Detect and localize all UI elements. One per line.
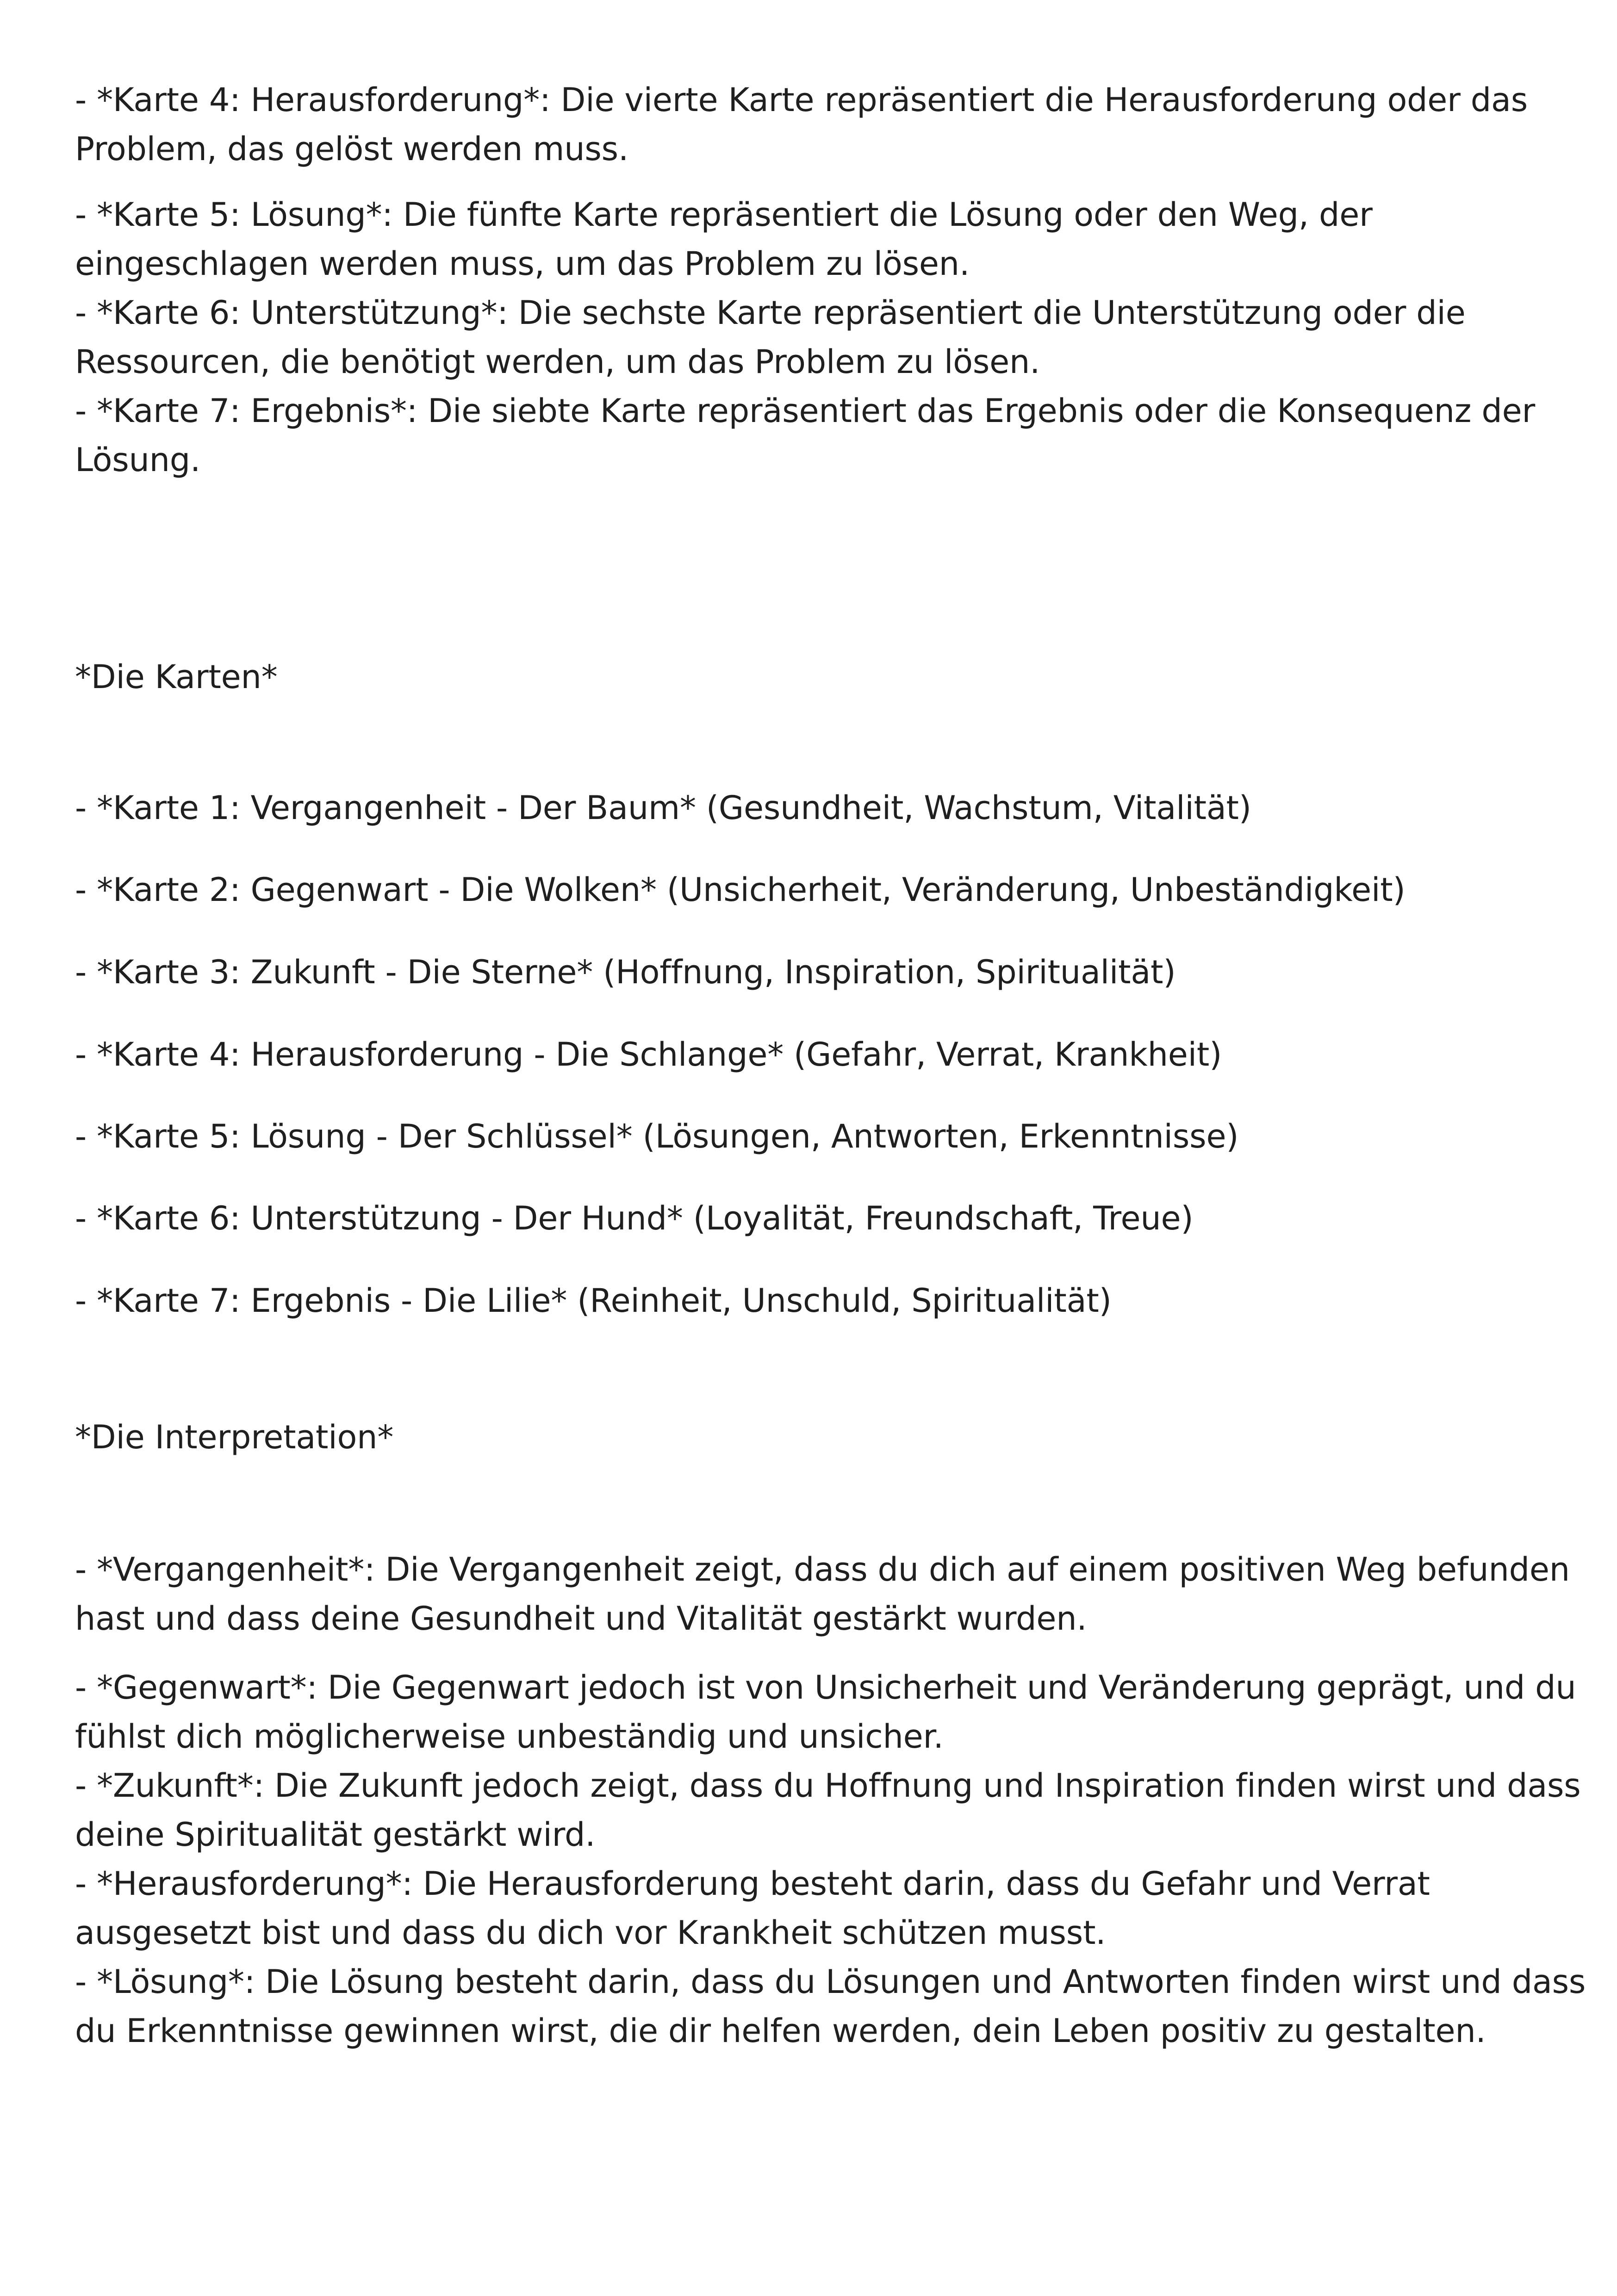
text-line: - *Zukunft*: Die Zukunft jedoch zeigt, dass du Hoffnung und Inspiration finden wirst und dass (75, 1767, 1581, 1805)
text-line: - *Gegenwart*: Die Gegenwart jedoch ist von Unsicherheit und Veränderung geprägt, und du (75, 1669, 1576, 1706)
text-line: - *Herausforderung*: Die Herausforderung besteht darin, dass du Gefahr und Verrat (75, 1865, 1430, 1903)
text-line: - *Karte 7: Ergebnis*: Die siebte Karte repräsentiert das Ergebnis oder die Konsequenz der (75, 392, 1536, 430)
text-line: Problem, das gelöst werden muss. (75, 130, 629, 168)
text-line: - *Vergangenheit*: Die Vergangenheit zeigt, dass du dich auf einem positiven Weg befunden (75, 1551, 1570, 1589)
text-line: fühlst dich möglicherweise unbeständig und unsicher. (75, 1718, 944, 1756)
list-item: - *Karte 5: Lösung - Der Schlüssel* (Lösungen, Antworten, Erkenntnisse) (75, 1117, 1239, 1155)
text-line: hast und dass deine Gesundheit und Vitalität gestärkt wurden. (75, 1600, 1087, 1638)
text-line: Lösung. (75, 441, 201, 479)
text-line: eingeschlagen werden muss, um das Problem zu lösen. (75, 245, 970, 283)
list-item: - *Karte 1: Vergangenheit - Der Baum* (Gesundheit, Wachstum, Vitalität) (75, 789, 1251, 827)
list-item: - *Karte 7: Ergebnis - Die Lilie* (Reinheit, Unschuld, Spiritualität) (75, 1282, 1112, 1320)
text-line: du Erkenntnisse gewinnen wirst, die dir helfen werden, dein Leben positiv zu gestalten. (75, 2012, 1486, 2050)
list-item: - *Karte 2: Gegenwart - Die Wolken* (Unsicherheit, Veränderung, Unbeständigkeit) (75, 871, 1406, 909)
list-item: - *Karte 6: Unterstützung - Der Hund* (Loyalität, Freundschaft, Treue) (75, 1199, 1194, 1237)
text-line: deine Spiritualität gestärkt wird. (75, 1816, 596, 1854)
section-heading-karten: *Die Karten* (75, 658, 278, 696)
text-line: Ressourcen, die benötigt werden, um das Problem zu lösen. (75, 343, 1040, 381)
text-line: - *Karte 4: Herausforderung*: Die vierte Karte repräsentiert die Herausforderung oder das (75, 81, 1528, 119)
list-item: - *Karte 3: Zukunft - Die Sterne* (Hoffnung, Inspiration, Spiritualität) (75, 953, 1176, 991)
text-line: - *Lösung*: Die Lösung besteht darin, dass du Lösungen und Antworten finden wirst und dass (75, 1963, 1586, 2001)
text-line: - *Karte 5: Lösung*: Die fünfte Karte repräsentiert die Lösung oder den Weg, der (75, 196, 1373, 234)
list-item: - *Karte 4: Herausforderung - Die Schlange* (Gefahr, Verrat, Krankheit) (75, 1036, 1222, 1074)
text-line: ausgesetzt bist und dass du dich vor Krankheit schützen musst. (75, 1914, 1106, 1952)
section-heading-interpretation: *Die Interpretation* (75, 1418, 394, 1456)
text-line: - *Karte 6: Unterstützung*: Die sechste Karte repräsentiert die Unterstützung oder die (75, 294, 1466, 332)
